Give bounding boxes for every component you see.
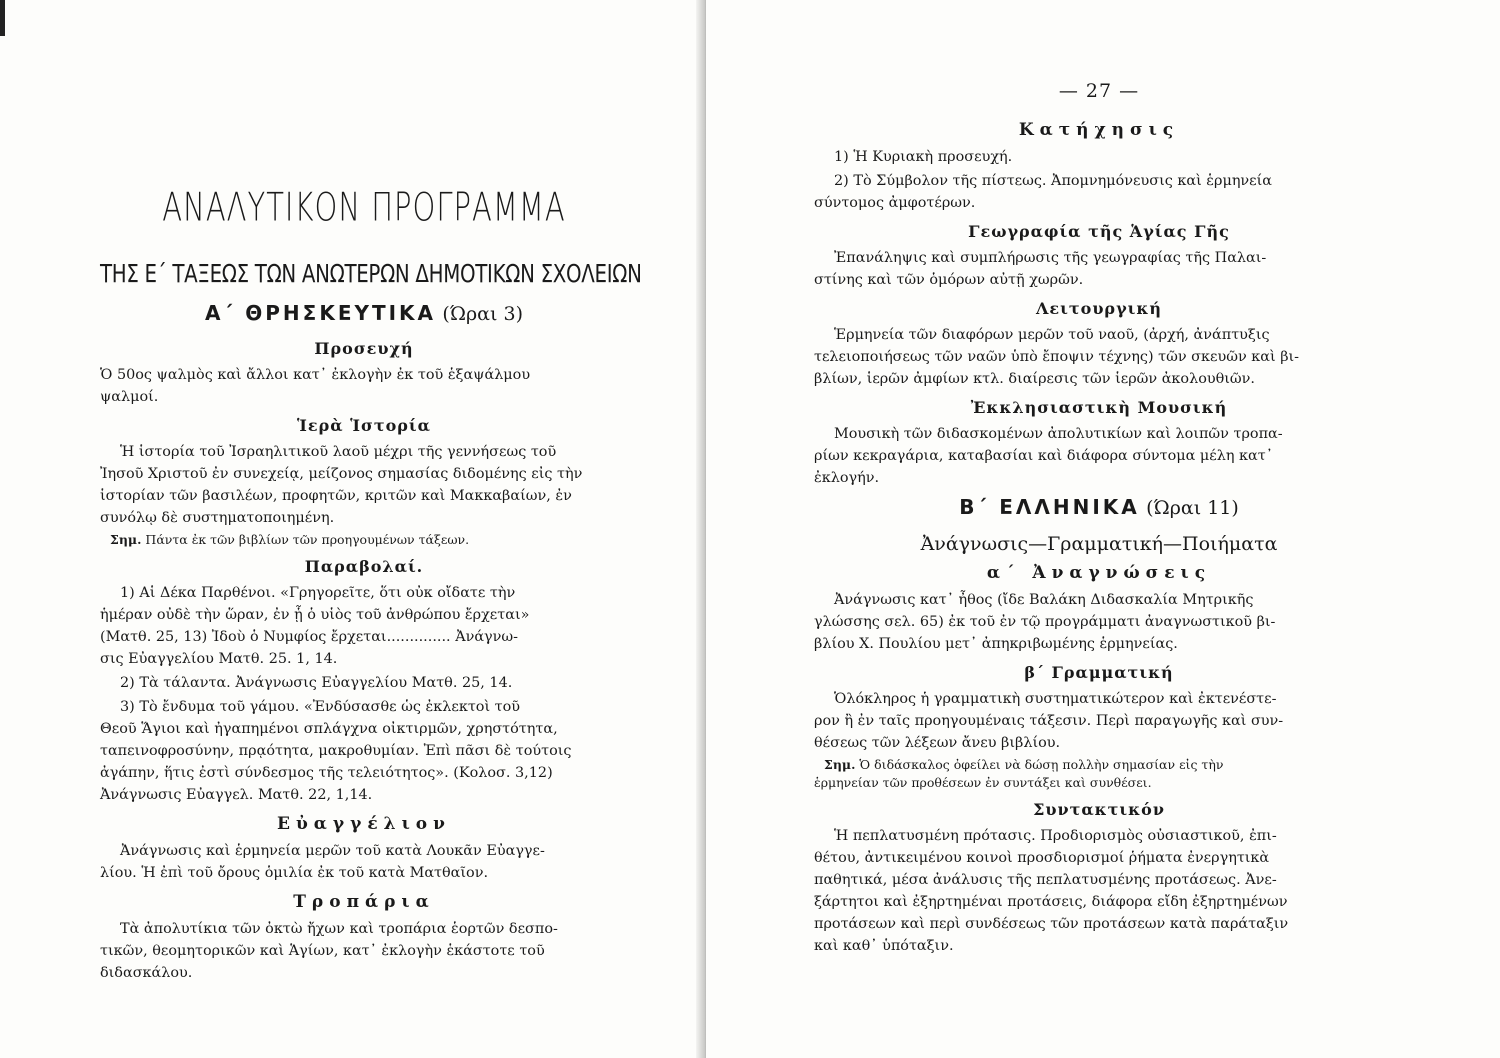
section-paragraph: 2) Τὰ τάλαντα. Ἀνάγνωσις Εὐαγγελίου Ματθ. 25, 14.: [120, 675, 513, 691]
section-note: [100, 531, 628, 549]
subject-name: Β΄ ΕΛΛΗΝΙΚΑ: [959, 495, 1140, 519]
section-paragraph: Ἐπανάληψις καὶ συμπλήρωσις τῆς γεωγραφίας τῆς Παλαι- στίνης καὶ τῶν ὁμόρων αὐτῇ χωρῶν.: [814, 250, 1267, 288]
left-page: [0, 0, 706, 1058]
section-heading: Τροπάρια: [293, 892, 435, 912]
section-heading: Συντακτικόν: [1033, 800, 1165, 819]
subject-subtitle: Ἀνάγνωσις—Γραμματική—Ποιήματα: [920, 533, 1278, 555]
subject-heading-greek: [814, 495, 1384, 519]
section-heading: Γεωγραφία τῆς Ἁγίας Γῆς: [968, 222, 1230, 241]
section-note: [814, 756, 1384, 792]
document-title: ΑΝΑΛΥΤΙΚΟΝ ΠΡΟΓΡΑΜΜΑ: [162, 184, 566, 230]
section-heading: α΄ Ἀναγνώσεις: [986, 563, 1212, 583]
section-paragraph: Ἑρμηνεία τῶν διαφόρων μερῶν τοῦ ναοῦ, (ἀρχή, ἀνάπτυξις τελειοποιήσεως τῶν ναῶν ὑπὸ ἔποψιν τέχνης) τῶν σκευῶν καὶ βι- βλίων, ἱερῶν ἀμφίων κτλ. διαίρεσις τῶν ἱερῶν ἀκολουθιῶν.: [814, 327, 1300, 387]
note-label: Σημ.: [824, 757, 856, 772]
scan-edge-mark: [0, 0, 5, 36]
section-heading: Ἐκκλησιαστικὴ Μουσική: [970, 398, 1228, 417]
subject-hours: (Ώραι 3): [442, 303, 523, 325]
page-number: — 27 —: [1058, 80, 1140, 102]
section-paragraph: Τὰ ἀπολυτίκια τῶν ὀκτὼ ἤχων καὶ τροπάρια ἑορτῶν δεσπο- τικῶν, θεομητορικῶν καὶ Ἁγίων, κατ᾽ ἐκλογὴν ἑκάστοτε τοῦ διδασκάλου.: [100, 921, 558, 981]
section-paragraph: 1) Ἡ Κυριακὴ προσευχή.: [834, 149, 1013, 165]
note-text: Πάντα ἐκ τῶν βιβλίων τῶν προηγουμένων τάξεων.: [145, 532, 470, 547]
section-paragraph: Ἡ ἱστορία τοῦ Ἰσραηλιτικοῦ λαοῦ μέχρι τῆς γεννήσεως τοῦ Ἰησοῦ Χριστοῦ ἐν συνεχείᾳ, μείζονος σημασίας διδομένης εἰς τὴν ἱστορίαν τῶν βασιλέων, προφητῶν, κριτῶν καὶ Μακκαβαίων, ἐν συνόλῳ δὲ συστηματοποιημένη.: [100, 444, 583, 526]
subject-hours: (Ώραι 11): [1146, 497, 1239, 519]
section-paragraph: 3) Τὸ ἔνδυμα τοῦ γάμου. «Ἐνδύσασθε ὡς ἐκλεκτοὶ τοῦ Θεοῦ Ἅγιοι καὶ ἠγαπημένοι σπλάγχνα οἰκτιρμῶν, χρηστότητα, ταπεινοφροσύνην, πρᾳότητα, μακροθυμίαν. Ἐπὶ πᾶσι δὲ τούτοις ἀγάπην, ἥτις ἐστὶ σύνδεσμος τῆς τελειότητος». (Κολοσ. 3,12) Ἀνάγνωσις Εὐαγγελ. Ματθ. 22, 1,14.: [100, 699, 572, 803]
section-heading: Ἱερὰ Ἱστορία: [297, 416, 431, 435]
section-paragraph: Ἀνάγνωσις καὶ ἑρμηνεία μερῶν τοῦ κατὰ Λουκᾶν Εὐαγγε- λίου. Ἡ ἐπὶ τοῦ ὄρους ὁμιλία ἐκ τοῦ κατὰ Ματθαῖον.: [100, 843, 545, 881]
section-paragraph: Μουσικὴ τῶν διδασκομένων ἀπολυτικίων καὶ λοιπῶν τροπα- ρίων κεκραγάρια, καταβασίαι καὶ διάφορα σύντομα μέλη κατ᾽ ἐκλογήν.: [814, 426, 1283, 486]
section-heading: β΄ Γραμματική: [1024, 663, 1174, 682]
section-paragraph: Ἀνάγνωσις κατ᾽ ἦθος (ἴδε Βαλάκη Διδασκαλία Μητρικῆς γλώσσης σελ. 65) ἐκ τοῦ ἐν τῷ προγράμματι ἀναγνωστικοῦ βι- βλίου Χ. Πουλίου μετ᾽ ἀπηκριβωμένης ἑρμηνείας.: [814, 592, 1276, 652]
section-paragraph: Ὁλόκληρος ἡ γραμματικὴ συστηματικώτερον καὶ ἐκτενέστε- ρον ἢ ἐν ταῖς προηγουμέναις τάξεσιν. Περὶ παραγωγῆς καὶ συν- θέσεως τῶν λέξεων ἄνευ βιβλίου.: [814, 691, 1284, 751]
section-paragraph: Ἡ πεπλατυσμένη πρότασις. Προδιορισμὸς οὐσιαστικοῦ, ἐπι- θέτου, ἀντικειμένου κοινοὶ προσδιορισμοί ῥήματα ἐνεργητικὰ παθητικά, μέσα ἀνάλυσις τῆς πεπλατυσμένης προτάσεως. Ἀνε- ξάρτητοι καὶ ἐξηρτημέναι προτάσεις, διάφορα εἴδη ἐξηρτημένων προτάσεων καὶ περὶ συνδέσεως τῶν προτάσεων κατὰ παράταξιν καὶ καθ᾽ ὑπόταξιν.: [814, 828, 1289, 954]
note-label: Σημ.: [110, 532, 142, 547]
left-column: [100, 184, 642, 986]
section-paragraph: 1) Αἱ Δέκα Παρθένοι. «Γρηγορεῖτε, ὅτι οὐκ οἴδατε τὴν ἡμέραν οὐδὲ τὴν ὥραν, ἐν ᾗ ὁ υἱὸς τοῦ ἀνθρώπου ἔρχεται» (Ματθ. 25, 13) Ἰδοὺ ὁ Νυμφίος ἔρχεται.............. Ἀνάγνω- σις Εὐαγγελίου Ματθ. 25. 1, 14.: [100, 585, 530, 667]
subject-heading-religion: [100, 301, 628, 325]
section-paragraph: 2) Τὸ Σύμβολον τῆς πίστεως. Ἀπομνημόνευσις καὶ ἑρμηνεία σύντομος ἀμφοτέρων.: [814, 173, 1273, 211]
section-heading: Κατήχησις: [1018, 120, 1180, 140]
section-heading: Εὐαγγέλιον: [277, 814, 451, 834]
right-page: [706, 0, 1500, 1058]
section-heading: Προσευχή: [314, 339, 414, 358]
right-column: [814, 80, 1384, 959]
note-text: Ὁ διδάσκαλος ὀφείλει νὰ δώσῃ πολλὴν σημασίαν εἰς τὴν ἑρμηνείαν τῶν προθέσεων ἐν συντάξει καὶ συνθέσει.: [814, 757, 1224, 790]
subject-name: Α΄ ΘΡΗΣΚΕΥΤΙΚΑ: [204, 301, 437, 325]
section-heading: Παραβολαί.: [304, 557, 424, 576]
section-heading: Λειτουργική: [1036, 299, 1162, 318]
section-paragraph: Ὁ 50ος ψαλμὸς καὶ ἄλλοι κατ᾽ ἐκλογὴν ἐκ τοῦ ἑξαψάλμου ψαλμοί.: [100, 367, 531, 405]
document-subtitle: ΤΗΣ Ε΄ ΤΑΞΕΩΣ ΤΩΝ ΑΝΩΤΕΡΩΝ ΔΗΜΟΤΙΚΩΝ ΣΧΟΛΕΙΩΝ: [100, 260, 642, 289]
